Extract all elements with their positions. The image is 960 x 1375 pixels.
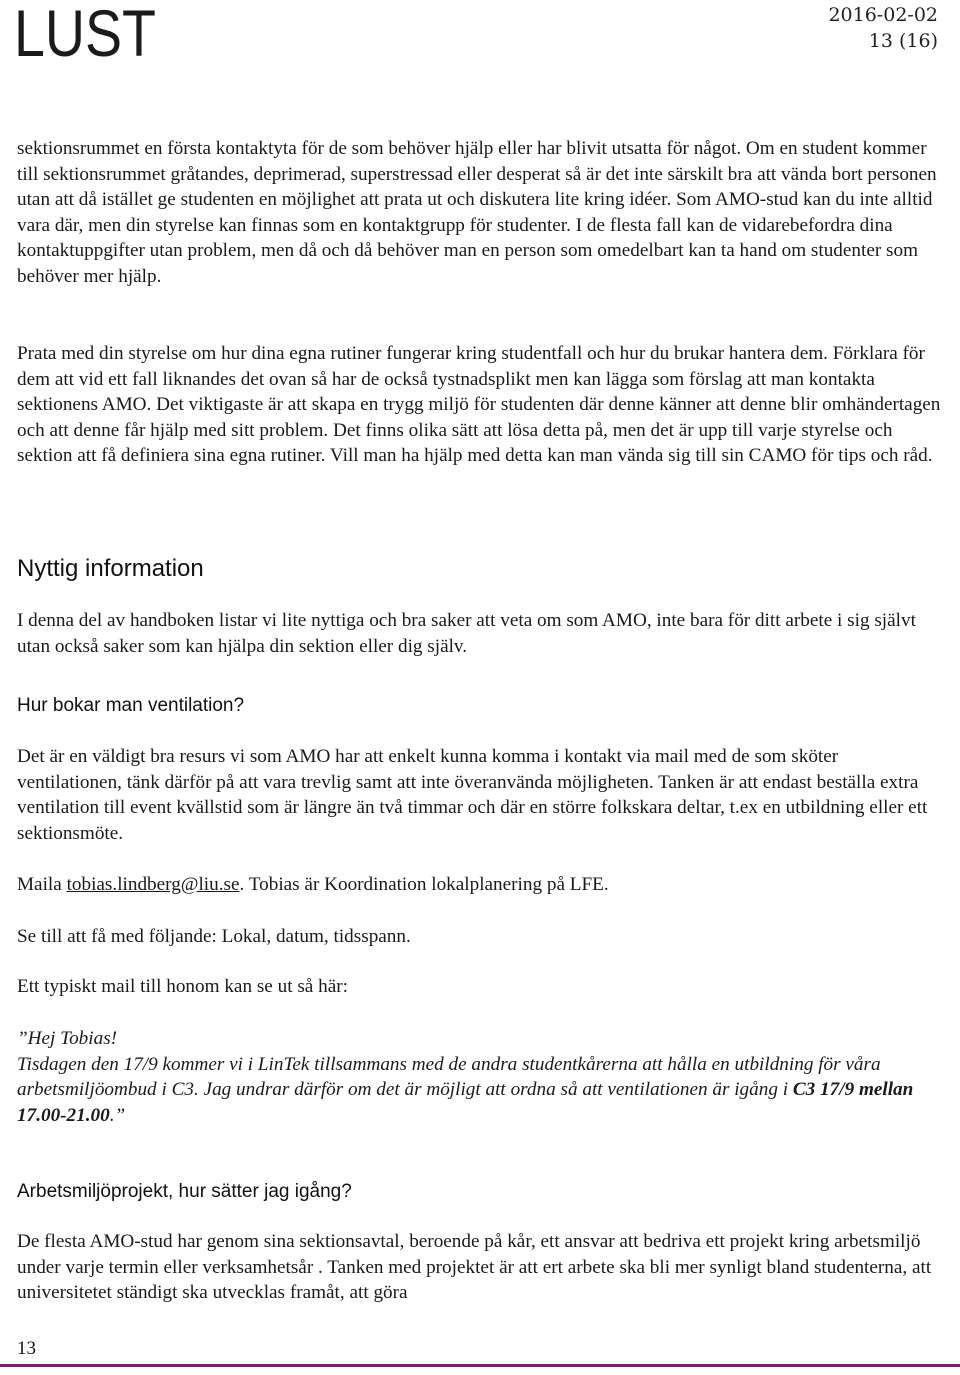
paragraph-sektionsrummet: sektionsrummet en första kontaktyta för de som behöver hjälp eller har blivit utsatta för något. Om en student kommer till sektionsrummet gråtandes, deprimerad, superstressad eller desperat så är det inte särskilt bra att vända bort personen utan att då istället ge studenten en möjlighet att prata ut och diskutera lite kring idéer. Som AMO-stud kan du inte alltid vara där, men din styrelse kan finnas som en kontaktgrupp för studenter. I de flesta fall kan de vidarebefordra dina kontaktuppgifter utan problem, men då och då behöver man en person som omedelbart kan ta hand om studenter som behöver mer hjälp. — [17, 138, 937, 287]
heading-nyttig-information: Nyttig information — [17, 555, 204, 582]
paragraph-ventilation: Det är en väldigt bra resurs vi som AMO har att enkelt kunna komma i kontakt via mail med de som sköter ventilationen, tänk därför på att vara trevlig samt att inte överanvända möjligheten. Tanken är att endast beställa extra ventilation till event kvällstid som är längre än två timmar och där en större folkskara deltar, t.ex en utbildning eller ett sektionsmöte. — [17, 746, 928, 844]
heading-arbetsmiljoprojekt: Arbetsmiljöprojekt, hur sätter jag igång? — [17, 1181, 352, 1202]
quote-highlight: C3 17/9 mellan 17.00-21.00 — [17, 1079, 914, 1126]
heading-ventilation: Hur bokar man ventilation? — [17, 695, 245, 716]
quote-text: Tisdagen den 17/9 kommer vi i LinTek tillsammans med de andra studentkårerna att hålla en utbildning för våra arbetsmiljöombud i C3. Jag undrar därför om det är möjligt att ordna så att ventilationen är igång i — [17, 1053, 881, 1100]
paragraph-typiskt-mail: Ett typiskt mail till honom kan se ut så här: — [17, 976, 348, 997]
quote-end: .” — [109, 1104, 126, 1126]
example-mail-quote — [17, 1026, 942, 1128]
email-link-tobias[interactable]: tobias.lindberg@liu.se — [66, 874, 240, 895]
paragraph-styrelse-rutiner: Prata med din styrelse om hur dina egna rutiner fungerar kring studentfall och hur du brukar hantera dem. Förklara för dem att vid ett fall liknandes det ovan så har de också tystnadsplikt men kan lägga som förslag att man kontakta sektionens AMO. Det viktigaste är att skapa en trygg miljö för studenten där denne känner att denne blir omhändertagen och att denne får hjälp med sitt problem. Det finns olika sätt att lösa detta på, men det är upp till varje styrelse och sektion att få definiera sina egna rutiner. Vill man ha hjälp med detta kan man vända sig till sin CAMO för tips och råd. — [17, 343, 941, 466]
mail-prefix: Maila — [17, 874, 67, 895]
lust-logo — [14, 0, 164, 70]
lust-logo-text: LUST — [14, 0, 156, 70]
paragraph-maila — [17, 872, 942, 898]
quote-body — [17, 1052, 942, 1129]
paragraph-arbetsmiljoprojekt: De flesta AMO-stud har genom sina sektionsavtal, beroende på kår, ett ansvar att bedriva ett projekt kring arbetsmiljö under varje termin eller verksamhetsår . Tanken med projektet är att ert arbete ska bli mer synligt bland studenterna, att universitetet ständigt ska utvecklas framåt, att göra — [17, 1231, 932, 1303]
page-header-meta — [828, 2, 938, 54]
footer-page-number: 13 — [17, 1338, 36, 1359]
paragraph-nyttig-intro: I denna del av handboken listar vi lite nyttiga och bra saker att veta om som AMO, inte bara för ditt arbete i sig självt utan också saker som kan hjälpa din sektion eller dig själv. — [17, 610, 916, 657]
mail-suffix: . Tobias är Koordination lokalplanering på LFE. — [239, 874, 609, 895]
quote-greeting: ”Hej Tobias! — [17, 1028, 118, 1049]
lust-logo-graphic — [14, 0, 164, 70]
paragraph-se-till: Se till att få med följande: Lokal, datum, tidsspann. — [17, 926, 411, 947]
document-date: 2016-02-02 — [828, 4, 938, 26]
page-counter: 13 (16) — [868, 30, 938, 52]
footer-accent-rule — [0, 1364, 960, 1367]
